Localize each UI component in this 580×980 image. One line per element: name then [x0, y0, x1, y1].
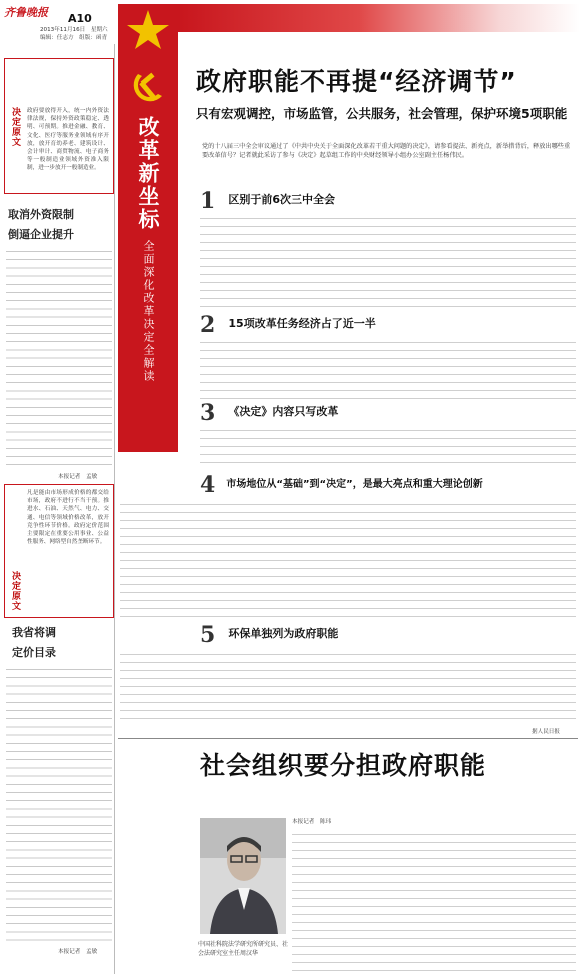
photo-caption: 中国社科院法学研究所研究员、社会法研究室主任周汉华	[198, 941, 289, 957]
section-body-4	[120, 500, 576, 618]
reporter-2: 本报记者 孟敏	[58, 949, 98, 955]
sidebar-divider	[114, 44, 115, 974]
section-title: 区别于前6次三中全会	[228, 193, 336, 206]
article-divider	[118, 738, 578, 739]
section-header-4	[200, 472, 576, 498]
section-header-3	[200, 400, 572, 426]
main-byline: 据人民日报	[532, 729, 560, 735]
story-body-1	[6, 246, 112, 470]
page-number: A10	[68, 12, 92, 25]
box-label: 决定原文	[10, 571, 20, 611]
story-title-line1: 取消外资限制	[8, 208, 74, 221]
story-title-1	[8, 206, 114, 242]
story-title-2	[12, 624, 112, 660]
section-number: 1	[200, 188, 216, 214]
section-body-5	[120, 650, 576, 726]
quote-box-1	[4, 58, 114, 194]
hammer-sickle-icon	[126, 66, 170, 110]
second-headline: 社会组织要分担政府职能	[200, 751, 487, 780]
second-byline: 本报记者 陈玮	[292, 819, 332, 825]
photo	[200, 818, 286, 934]
story-title-line2: 定价目录	[12, 646, 56, 659]
section-number: 2	[200, 312, 216, 338]
editor-line: 编辑：任志方 组版：函青	[40, 35, 108, 41]
lead-paragraph: 党的十八届三中全会审议通过了《中共中央关于全面深化改革若干重大问题的决定》，请参看提法、新亮点，新举措背后，释放出哪些重要改革信号？记者就此采访了参与《决定》起草组工作的中央财经领导小组办公室副主任杨伟民。	[202, 143, 571, 159]
section-title: 环保单独列为政府职能	[228, 627, 339, 640]
quote-box-2	[4, 484, 114, 618]
section-title: 《决定》内容只写改革	[228, 405, 339, 418]
column-title: 改革新坐标	[136, 116, 160, 231]
main-headline: 政府职能不再提“经济调节”	[196, 67, 517, 96]
second-body	[292, 830, 576, 974]
story-title-line1: 我省将调	[12, 626, 56, 639]
main-subheadline: 只有宏观调控，市场监管，公共服务，社会管理，保护环境5项职能	[196, 106, 568, 121]
box-text: 凡是能由市场形成价格的都交给市场，政府不进行不当干预。推进水、石油、天然气、电力、交通、电信等领域价格改革，放开竞争性环节价格。政府定价范围主要限定在重要公用事业、公益性服务、网络型自然垄断环节。	[27, 490, 109, 546]
story-body-2	[6, 664, 112, 942]
section-header-1	[200, 188, 572, 214]
section-header-2	[200, 312, 572, 338]
box-text: 政府要放得开入，统一内外资法律法规，保持外资政策稳定、透明、可预期。推进金融、教育、文化、医疗等服务业领域有序开放，放开育幼养老、建筑设计、会计审计、商贸物流、电子商务等一般制造业领域外资准入限制，进一步放开一般制造业。	[27, 108, 109, 172]
section-title: 15项改革任务经济占了近一半	[228, 317, 376, 330]
section-header-5	[200, 622, 572, 648]
issue-date: 2013年11月16日 星期六	[40, 27, 108, 33]
section-body-2	[200, 338, 576, 400]
red-ribbon	[178, 4, 580, 32]
box-label: 决定原文	[10, 107, 20, 147]
section-body-3	[200, 426, 576, 470]
story-title-line2: 倒逼企业提升	[8, 228, 74, 241]
column-subtitle: 全面深化改革决定全解读	[142, 240, 155, 383]
reporter-1: 本报记者 孟敏	[58, 474, 98, 480]
section-body-1	[200, 214, 576, 308]
section-number: 4	[200, 472, 216, 498]
star-icon	[118, 4, 178, 60]
person-portrait-icon	[200, 818, 286, 934]
masthead	[4, 4, 114, 42]
section-title: 市场地位从“基础”到“决定”，是最大亮点和重大理论创新	[226, 479, 483, 490]
section-number: 3	[200, 400, 216, 426]
paper-name: 齐鲁晚报	[4, 6, 48, 19]
section-number: 5	[200, 622, 216, 648]
